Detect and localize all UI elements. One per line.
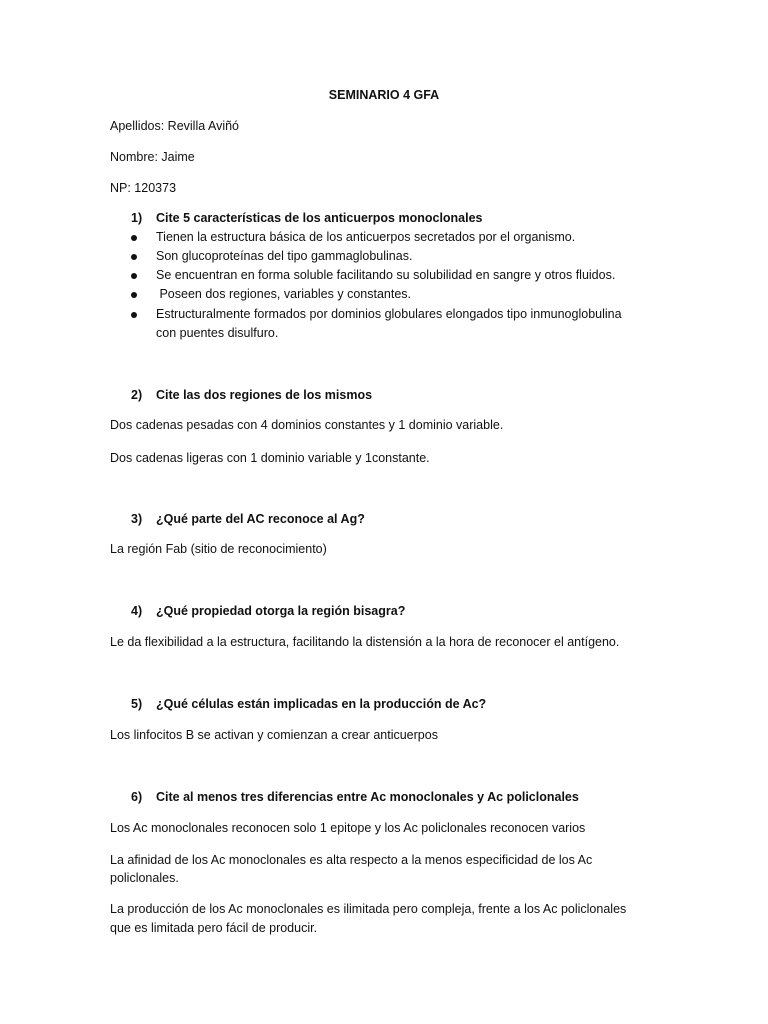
question-4-text: ¿Qué propiedad otorga la región bisagra? [156, 604, 406, 618]
question-4-number: 4) [131, 604, 143, 618]
bullet-icon [131, 254, 137, 260]
question-1-bullet: Estructuralmente formados por dominios globulares elongados tipo inmunoglobulina [156, 307, 622, 321]
question-6-number: 6) [131, 790, 143, 804]
question-3-number: 3) [131, 512, 143, 526]
np-line: NP: 120373 [110, 181, 177, 195]
question-6-answer: La afinidad de los Ac monoclonales es alta respecto a la menos especificidad de los Ac [110, 853, 593, 867]
question-5-answer: Los linfocitos B se activan y comienzan a crear anticuerpos [110, 728, 438, 742]
question-6-answer-continuation: que es limitada pero fácil de producir. [110, 921, 318, 935]
question-6-answer: Los Ac monoclonales reconocen solo 1 epitope y los Ac policlonales reconocen varios [110, 821, 586, 835]
question-4-answer: Le da flexibilidad a la estructura, facilitando la distensión a la hora de reconocer el antígeno. [110, 635, 620, 649]
document-title: SEMINARIO 4 GFA [328, 88, 440, 102]
question-1-bullet: Tienen la estructura básica de los anticuerpos secretados por el organismo. [156, 230, 576, 244]
question-1-number: 1) [131, 211, 143, 225]
question-2-text: Cite las dos regiones de los mismos [156, 388, 373, 402]
apellidos-line: Apellidos: Revilla Aviñó [110, 119, 240, 133]
nombre-line: Nombre: Jaime [110, 150, 195, 164]
question-2-answer: Dos cadenas ligeras con 1 dominio variable y 1constante. [110, 451, 430, 465]
question-6-answer: La producción de los Ac monoclonales es ilimitada pero compleja, frente a los Ac policlonales [110, 902, 627, 916]
question-2-number: 2) [131, 388, 143, 402]
question-3-text: ¿Qué parte del AC reconoce al Ag? [156, 512, 365, 526]
bullet-icon [131, 235, 137, 241]
question-5-number: 5) [131, 697, 143, 711]
question-2-answer: Dos cadenas pesadas con 4 dominios constantes y 1 dominio variable. [110, 418, 504, 432]
question-6-text: Cite al menos tres diferencias entre Ac monoclonales y Ac policlonales [156, 790, 579, 804]
question-3-answer: La región Fab (sitio de reconocimiento) [110, 542, 327, 556]
bullet-icon [131, 273, 137, 279]
question-1-bullet-continuation: con puentes disulfuro. [156, 326, 279, 340]
question-5-text: ¿Qué células están implicadas en la producción de Ac? [156, 697, 487, 711]
question-1-bullet: Poseen dos regiones, variables y constantes. [156, 287, 412, 301]
question-6-answer-continuation: policlonales. [110, 871, 179, 885]
question-1-bullet: Son glucoproteínas del tipo gammaglobulinas. [156, 249, 413, 263]
bullet-icon [131, 312, 137, 318]
bullet-icon [131, 292, 137, 298]
question-1-bullet: Se encuentran en forma soluble facilitando su solubilidad en sangre y otros fluidos. [156, 268, 616, 282]
question-1-text: Cite 5 características de los anticuerpos monoclonales [156, 211, 483, 225]
